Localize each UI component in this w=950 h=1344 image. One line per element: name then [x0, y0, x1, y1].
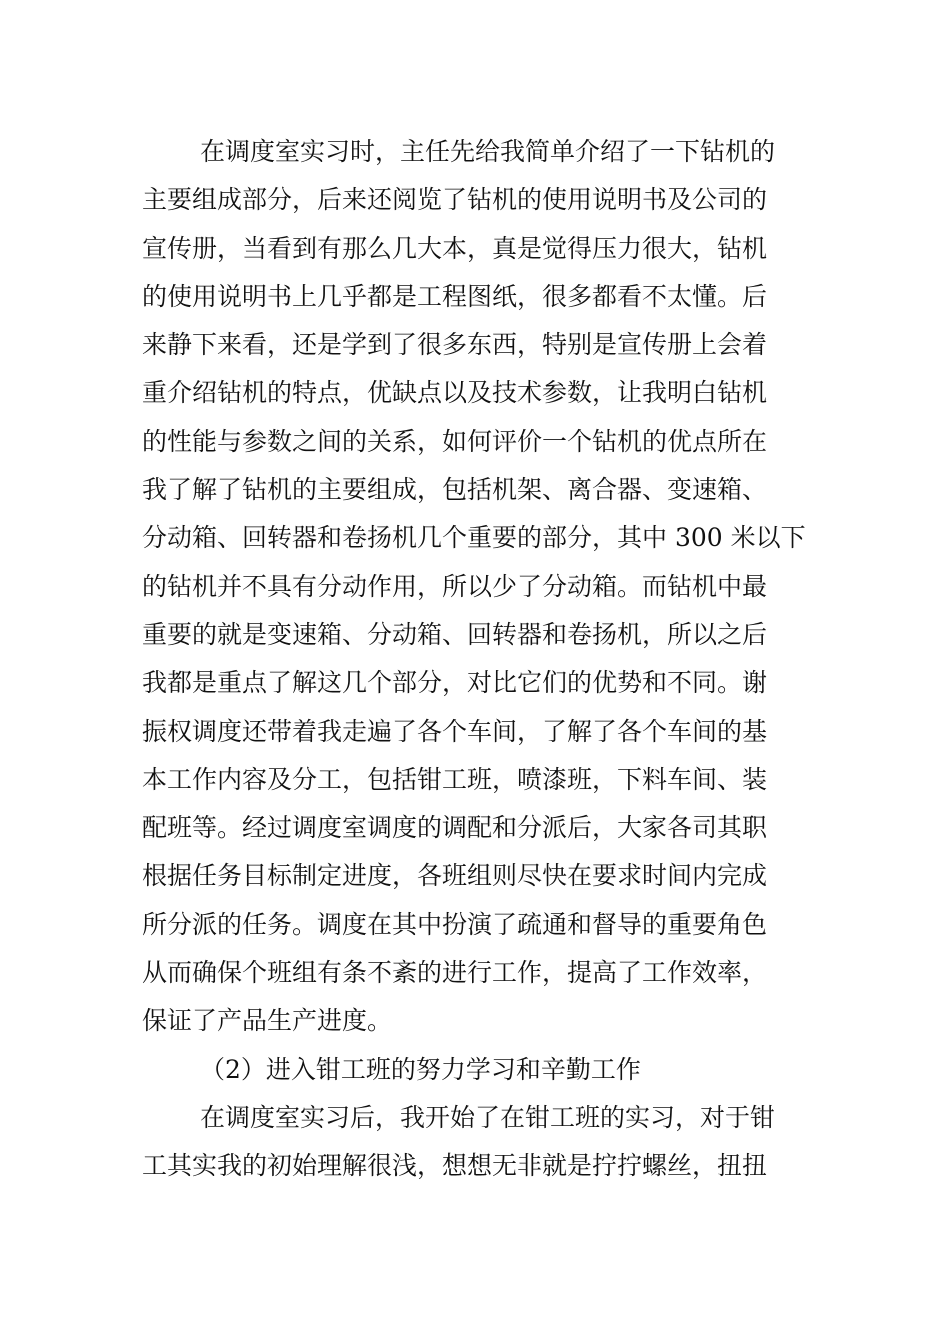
paragraph-line: 根据任务目标制定进度，各班组则尽快在要求时间内完成: [142, 861, 768, 891]
section-heading: （2）进入钳工班的努力学习和辛勤工作: [200, 1054, 641, 1084]
paragraph-line: 本工作内容及分工，包括钳工班，喷漆班，下料车间、装: [142, 764, 768, 794]
paragraph-line: 的钻机并不具有分动作用，所以少了分动箱。而钻机中最: [142, 571, 768, 601]
paragraph-line: 振权调度还带着我走遍了各个车间，了解了各个车间的基: [142, 716, 768, 746]
paragraph-line: 重要的就是变速箱、分动箱、回转器和卷扬机，所以之后: [142, 619, 768, 649]
paragraph-line: 分动箱、回转器和卷扬机几个重要的部分，其中 300 米以下: [142, 523, 806, 553]
paragraph-line: 工其实我的初始理解很浅，想想无非就是拧拧螺丝，扭扭: [142, 1151, 768, 1181]
paragraph-line: 配班等。经过调度室调度的调配和分派后，大家各司其职: [142, 813, 768, 843]
paragraph-line: 保证了产品生产进度。: [142, 1006, 393, 1036]
paragraph-line: 我了解了钻机的主要组成，包括机架、离合器、变速箱、: [142, 475, 768, 505]
paragraph-line: 重介绍钻机的特点，优缺点以及技术参数，让我明白钻机: [142, 378, 768, 408]
paragraph-line: 来静下来看，还是学到了很多东西，特别是宣传册上会着: [142, 330, 768, 360]
paragraph-line: 宣传册，当看到有那么几大本，真是觉得压力很大，钻机: [142, 233, 768, 263]
paragraph-line: 从而确保个班组有条不紊的进行工作，提高了工作效率，: [142, 958, 768, 988]
paragraph-line: 的使用说明书上几乎都是工程图纸，很多都看不太懂。后: [142, 281, 768, 311]
body-text: [142, 128, 812, 1191]
paragraph-line: 所分派的任务。调度在其中扮演了疏通和督导的重要角色: [142, 909, 768, 939]
paragraph-line: 在调度室实习时，主任先给我简单介绍了一下钻机的: [200, 137, 776, 166]
paragraph-line: 的性能与参数之间的关系，如何评价一个钻机的优点所在: [142, 426, 768, 456]
paragraph-line: 我都是重点了解这几个部分，对比它们的优势和不同。谢: [142, 668, 768, 698]
paragraph-line: 在调度室实习后，我开始了在钳工班的实习，对于钳: [200, 1102, 776, 1132]
paragraph-line: 主要组成部分，后来还阅览了钻机的使用说明书及公司的: [142, 185, 768, 215]
